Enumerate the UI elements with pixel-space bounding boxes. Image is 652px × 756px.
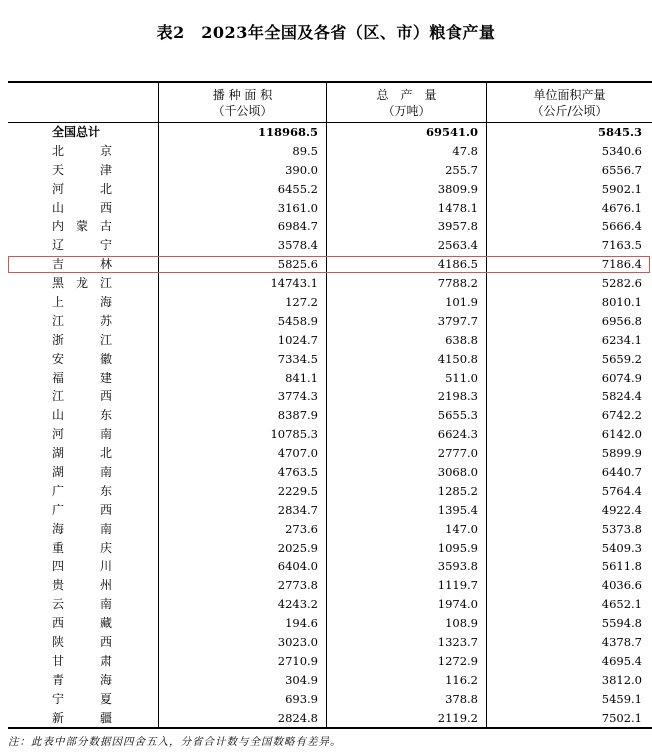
sown-area-cell: 2773.8: [277, 578, 318, 593]
header-unit: （公斤/公顷）: [531, 104, 608, 118]
header-sown-area: [159, 84, 326, 122]
sown-area-cell: 273.6: [285, 521, 318, 536]
table-row: [8, 293, 652, 312]
yield-cell: 8010.1: [601, 295, 642, 310]
table-row: [8, 274, 652, 293]
region-name: 浙 江: [52, 332, 112, 347]
sown-area-cell: 6404.0: [277, 559, 318, 574]
sown-area-cell: 2710.9: [277, 653, 318, 668]
total-output-cell: 3957.8: [437, 219, 478, 234]
table-row-total: [8, 123, 652, 142]
table-row: [8, 142, 652, 161]
table-row: [8, 236, 652, 255]
yield-cell: 5845.3: [597, 125, 642, 139]
region-name: 安 徽: [52, 351, 112, 366]
total-output-cell: 3809.9: [437, 181, 478, 196]
sown-area-cell: 194.6: [285, 616, 318, 631]
total-output-cell: 4186.5: [437, 257, 478, 272]
region-name: 海 南: [52, 521, 112, 536]
yield-cell: 4695.4: [601, 653, 642, 668]
total-output-cell: 2119.2: [437, 710, 478, 725]
total-output-cell: 3797.7: [437, 313, 478, 328]
region-name: 北 京: [52, 143, 112, 158]
yield-cell: 6440.7: [601, 465, 642, 480]
table-row: [8, 520, 652, 539]
table-row: [8, 671, 652, 690]
yield-cell: 4378.7: [601, 635, 642, 650]
yield-cell: 6074.9: [601, 370, 642, 385]
region-name: 贵 州: [52, 578, 112, 593]
total-output-cell: 108.9: [445, 616, 478, 631]
yield-cell: 6956.8: [601, 313, 642, 328]
table-row: [8, 161, 652, 180]
total-output-cell: 255.7: [445, 162, 478, 177]
top-rule: [8, 81, 652, 83]
table-row: [8, 387, 652, 406]
sown-area-cell: 10785.3: [270, 427, 318, 442]
sown-area-cell: 89.5: [292, 143, 318, 158]
total-output-cell: 3068.0: [437, 465, 478, 480]
region-name: 广 西: [52, 502, 112, 517]
header-label: 单位面积产量: [533, 88, 606, 102]
yield-cell: 4676.1: [601, 200, 642, 215]
total-output-cell: 7788.2: [437, 276, 478, 291]
sown-area-cell: 4763.5: [277, 465, 318, 480]
sown-area-cell: 4707.0: [277, 446, 318, 461]
sown-area-cell: 8387.9: [277, 408, 318, 423]
total-output-cell: 47.8: [452, 143, 478, 158]
total-output-cell: 4150.8: [437, 351, 478, 366]
total-output-cell: 116.2: [445, 672, 478, 687]
table-row: [8, 557, 652, 576]
yield-cell: 6234.1: [601, 332, 642, 347]
table-row: [8, 312, 652, 331]
sown-area-cell: 3578.4: [277, 238, 318, 253]
region-name: 黑 龙 江: [52, 276, 112, 291]
yield-cell: 6742.2: [601, 408, 642, 423]
table-row: [8, 539, 652, 558]
header-unit: （万吨）: [382, 104, 431, 118]
total-output-cell: 1095.9: [437, 540, 478, 555]
yield-cell: 6556.7: [601, 162, 642, 177]
yield-cell: 5594.8: [601, 616, 642, 631]
total-output-cell: 1974.0: [437, 597, 478, 612]
total-output-cell: 378.8: [445, 691, 478, 706]
header-total-output: [327, 84, 486, 122]
table-row: [8, 255, 652, 274]
yield-cell: 7502.1: [601, 710, 642, 725]
sown-area-cell: 1024.7: [277, 332, 318, 347]
table-row: [8, 369, 652, 388]
total-output-cell: 1395.4: [437, 502, 478, 517]
total-output-cell: 2777.0: [437, 446, 478, 461]
region-name: 宁 夏: [52, 691, 112, 706]
table-row: [8, 482, 652, 501]
region-name: 广 东: [52, 483, 112, 498]
footnote: 注：此表中部分数据因四舍五入，分省合计数与全国数略有差异。: [8, 736, 342, 748]
table-title: 表2 2023年全国及各省（区、市）粮食产量: [156, 23, 496, 42]
region-name: 辽 宁: [52, 238, 112, 253]
sown-area-cell: 3774.3: [277, 389, 318, 404]
yield-cell: 5899.9: [601, 446, 642, 461]
table-row: [8, 444, 652, 463]
region-name: 湖 北: [52, 446, 112, 461]
region-name: 全国总计: [52, 125, 101, 139]
table-row: [8, 199, 652, 218]
yield-cell: 5764.4: [601, 483, 642, 498]
sown-area-cell: 118968.5: [257, 125, 318, 139]
region-name: 甘 肃: [52, 653, 112, 668]
region-name: 内 蒙 古: [52, 219, 112, 234]
table-row: [8, 217, 652, 236]
sown-area-cell: 6455.2: [277, 181, 318, 196]
total-output-cell: 5655.3: [437, 408, 478, 423]
table-body: [8, 123, 652, 728]
region-name: 山 西: [52, 200, 112, 215]
total-output-cell: 2198.3: [437, 389, 478, 404]
yield-cell: 4036.6: [601, 578, 642, 593]
yield-cell: 5373.8: [601, 521, 642, 536]
table-row: [8, 180, 652, 199]
total-output-cell: 69541.0: [425, 125, 478, 139]
total-output-cell: 1119.7: [437, 578, 478, 593]
total-output-cell: 1323.7: [437, 635, 478, 650]
region-name: 福 建: [52, 370, 112, 385]
region-name: 西 藏: [52, 616, 112, 631]
region-name: 重 庆: [52, 540, 112, 555]
region-name: 江 西: [52, 389, 112, 404]
total-output-cell: 1478.1: [437, 200, 478, 215]
total-output-cell: 1285.2: [437, 483, 478, 498]
total-output-cell: 2563.4: [437, 238, 478, 253]
sown-area-cell: 2824.8: [277, 710, 318, 725]
region-name: 天 津: [52, 162, 112, 177]
sown-area-cell: 127.2: [285, 295, 318, 310]
sown-area-cell: 841.1: [285, 370, 318, 385]
total-output-cell: 3593.8: [437, 559, 478, 574]
region-name: 河 北: [52, 181, 112, 196]
yield-cell: 5824.4: [601, 389, 642, 404]
region-name: 河 南: [52, 427, 112, 442]
yield-cell: 7186.4: [601, 257, 642, 272]
region-name: 云 南: [52, 597, 112, 612]
sown-area-cell: 3161.0: [277, 200, 318, 215]
sown-area-cell: 2229.5: [277, 483, 318, 498]
region-name: 吉 林: [52, 257, 112, 272]
table-row: [8, 576, 652, 595]
total-output-cell: 6624.3: [437, 427, 478, 442]
sown-area-cell: 390.0: [285, 162, 318, 177]
sown-area-cell: 14743.1: [270, 276, 318, 291]
sown-area-cell: 693.9: [285, 691, 318, 706]
region-name: 青 海: [52, 672, 112, 687]
yield-cell: 5409.3: [601, 540, 642, 555]
yield-cell: 5902.1: [601, 181, 642, 196]
sown-area-cell: 2834.7: [277, 502, 318, 517]
total-output-cell: 1272.9: [437, 653, 478, 668]
yield-cell: 5666.4: [601, 219, 642, 234]
sown-area-cell: 7334.5: [277, 351, 318, 366]
yield-cell: 3812.0: [601, 672, 642, 687]
total-output-cell: 638.8: [445, 332, 478, 347]
region-name: 江 苏: [52, 313, 112, 328]
yield-cell: 5659.2: [601, 351, 642, 366]
yield-cell: 5282.6: [601, 276, 642, 291]
sown-area-cell: 5458.9: [277, 313, 318, 328]
sown-area-cell: 3023.0: [277, 635, 318, 650]
table-row: [8, 690, 652, 709]
table-row: [8, 709, 652, 728]
table-row: [8, 633, 652, 652]
table-row: [8, 652, 652, 671]
table-row: [8, 406, 652, 425]
header-unit: （千公顷）: [212, 104, 273, 118]
region-name: 新 疆: [52, 710, 112, 725]
yield-cell: 5459.1: [601, 691, 642, 706]
table-row: [8, 614, 652, 633]
yield-cell: 6142.0: [601, 427, 642, 442]
region-name: 上 海: [52, 295, 112, 310]
table-row: [8, 425, 652, 444]
sown-area-cell: 6984.7: [277, 219, 318, 234]
sown-area-cell: 4243.2: [277, 597, 318, 612]
region-name: 四 川: [52, 559, 112, 574]
total-output-cell: 511.0: [445, 370, 478, 385]
region-name: 陕 西: [52, 635, 112, 650]
yield-cell: 5340.6: [601, 143, 642, 158]
sown-area-cell: 304.9: [285, 672, 318, 687]
table-row: [8, 350, 652, 369]
region-name: 湖 南: [52, 465, 112, 480]
total-output-cell: 101.9: [445, 295, 478, 310]
region-name: 山 东: [52, 408, 112, 423]
header-yield: [487, 84, 652, 122]
yield-cell: 4652.1: [601, 597, 642, 612]
yield-cell: 7163.5: [601, 238, 642, 253]
table-row: [8, 501, 652, 520]
table-row: [8, 331, 652, 350]
yield-cell: 4922.4: [601, 502, 642, 517]
table-row: [8, 595, 652, 614]
total-output-cell: 147.0: [445, 521, 478, 536]
yield-cell: 5611.8: [601, 559, 642, 574]
sown-area-cell: 2025.9: [277, 540, 318, 555]
table-row: [8, 463, 652, 482]
header-label: 播 种 面 积: [212, 88, 273, 102]
header-label: 总 产 量: [376, 88, 437, 102]
sown-area-cell: 5825.6: [277, 257, 318, 272]
